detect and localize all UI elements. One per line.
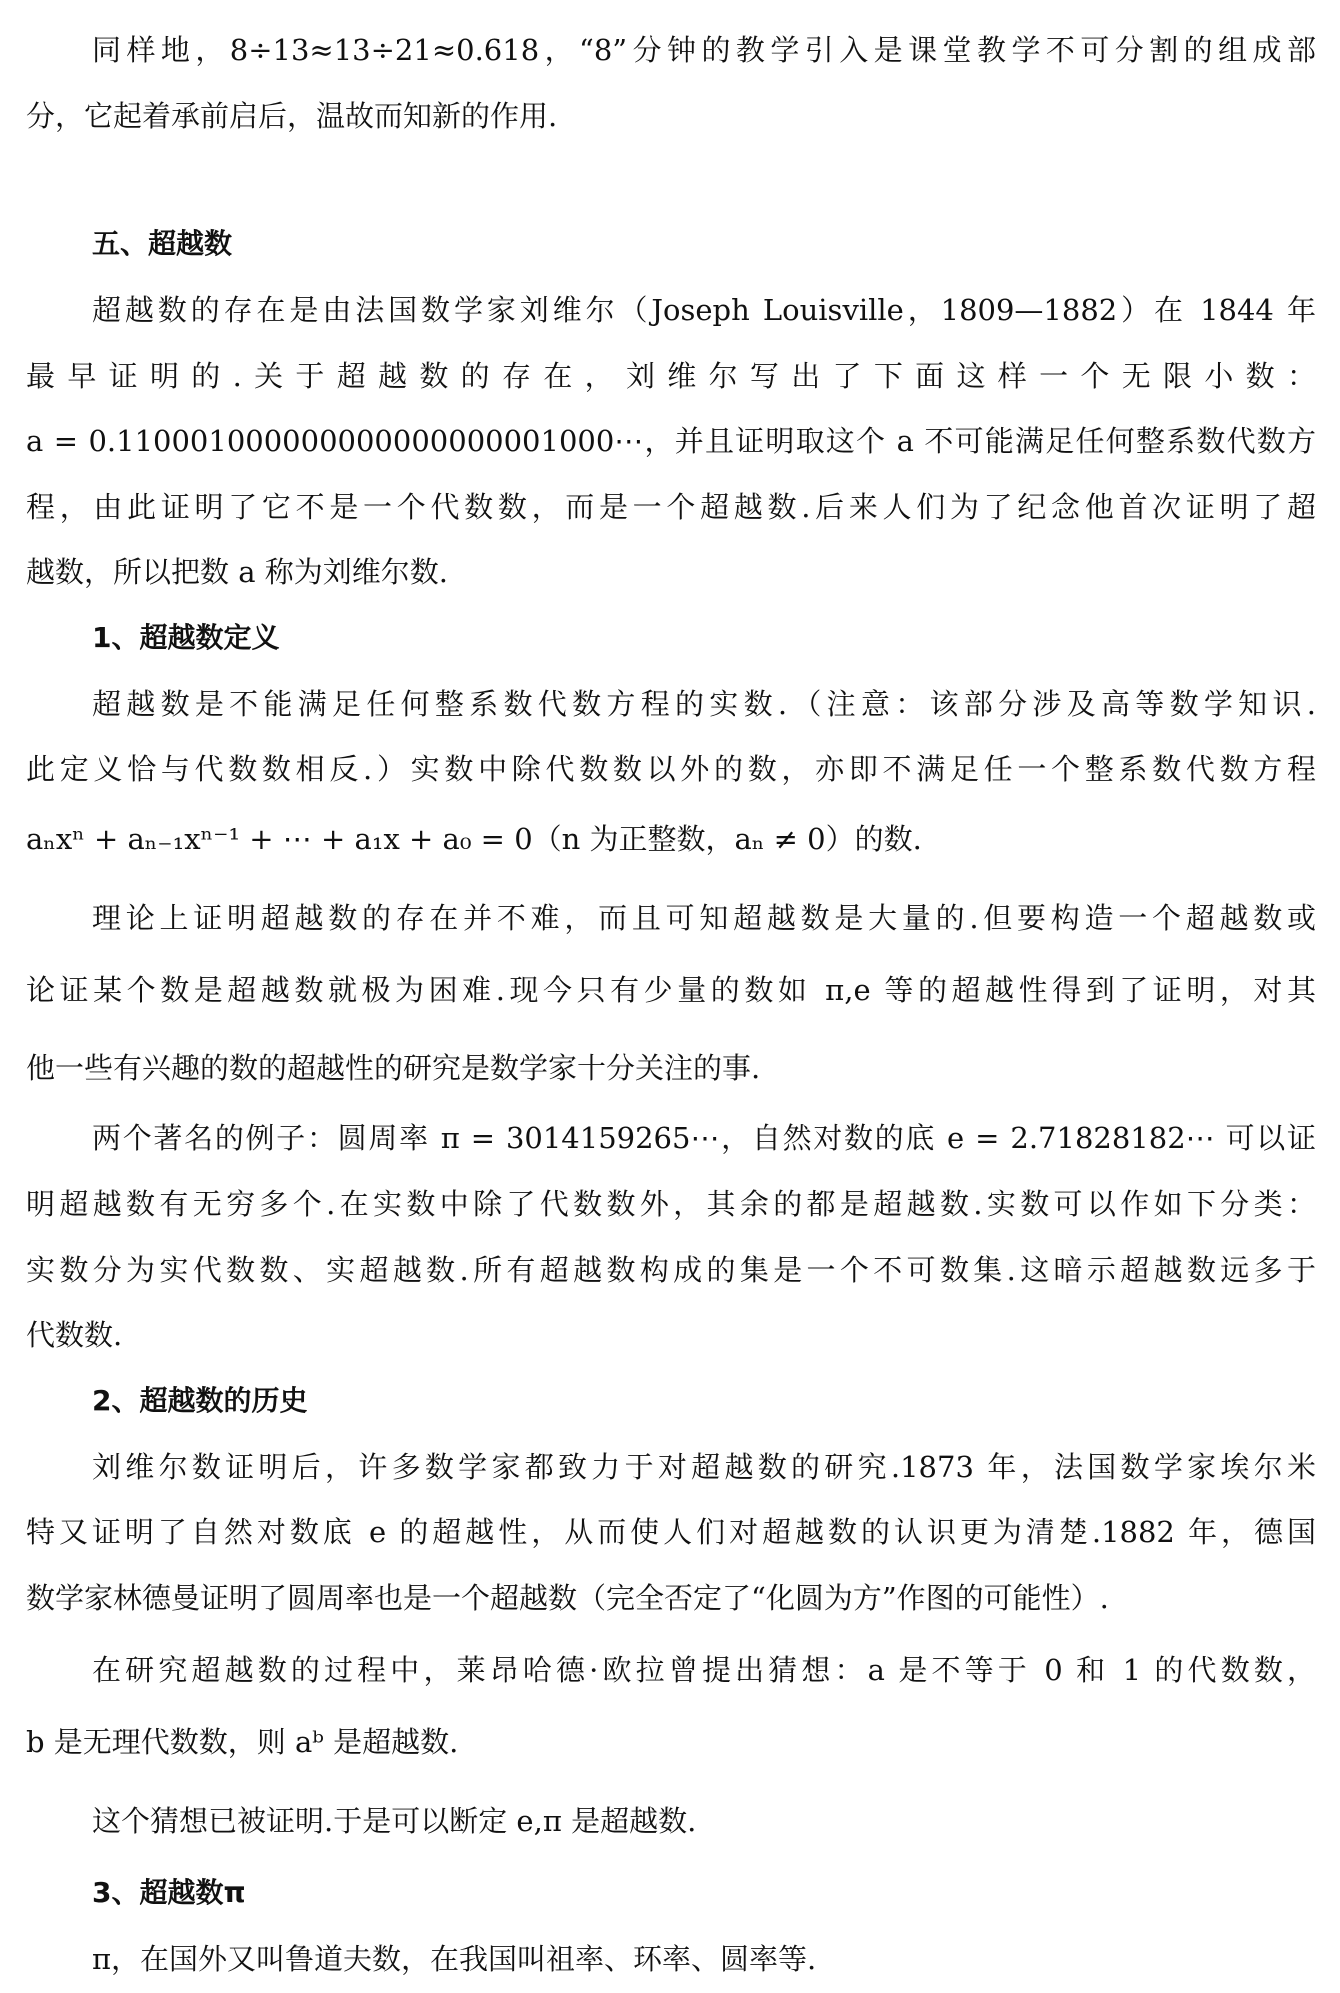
paragraph-conjecture-proved: 这个猜想已被证明.于是可以断定 e,π 是超越数. [92, 1804, 697, 1838]
paragraph-liouville-line-3: a = 0.110001000000000000000001000⋯，并且证明取这个 a 不可能满足任何整系数代数方 [26, 424, 1316, 458]
paragraph-pi-names: π，在国外又叫鲁道夫数，在我国叫祖率、环率、圆率等. [92, 1942, 817, 1976]
paragraph-existence-line-2: 论证某个数是超越数就极为困难.现今只有少量的数如 π,e 等的超越性得到了证明，对其 [26, 973, 1316, 1007]
paragraph-definition-line-1: 超越数是不能满足任何整系数代数方程的实数.（注意：该部分涉及高等数学知识. [92, 687, 1316, 721]
paragraph-liouville-line-5: 越数，所以把数 a 称为刘维尔数. [26, 555, 448, 589]
paragraph-existence-line-1: 理论上证明超越数的存在并不难，而且可知超越数是大量的.但要构造一个超越数或 [92, 901, 1316, 935]
paragraph-euler-conjecture-line-1: 在研究超越数的过程中，莱昂哈德·欧拉曾提出猜想：a 是不等于 0 和 1 的代数数， [92, 1653, 1316, 1687]
paragraph-liouville-line-4: 程，由此证明了它不是一个代数数，而是一个超越数.后来人们为了纪念他首次证明了超 [26, 490, 1316, 524]
paragraph-examples-line-1: 两个著名的例子：圆周率 π = 3014159265⋯，自然对数的底 e = 2.71828182⋯ 可以证 [92, 1121, 1316, 1155]
section-heading-transcendental: 五、超越数 [92, 227, 233, 260]
paragraph-definition-line-2: 此定义恰与代数数相反.）实数中除代数数以外的数，亦即不满足任一个整系数代数方程 [26, 752, 1316, 786]
paragraph-liouville-line-1: 超越数的存在是由法国数学家刘维尔（Joseph Louisville，1809—1882）在 1844 年 [92, 293, 1316, 327]
paragraph-history-line-1: 刘维尔数证明后，许多数学家都致力于对超越数的研究.1873 年，法国数学家埃尔米 [92, 1450, 1316, 1484]
paragraph-euler-conjecture-line-2: b 是无理代数数，则 aᵇ 是超越数. [26, 1725, 459, 1759]
paragraph-golden-ratio-line-2: 分，它起着承前启后，温故而知新的作用. [26, 99, 558, 133]
paragraph-examples-line-3: 实数分为实代数数、实超越数.所有超越数构成的集是一个不可数集.这暗示超越数远多于 [26, 1253, 1316, 1287]
paragraph-golden-ratio-line-1: 同样地，8÷13≈13÷21≈0.618，“8”分钟的教学引入是课堂教学不可分割的组成部 [92, 33, 1316, 67]
subheading-history: 2、超越数的历史 [92, 1384, 308, 1417]
subheading-definition: 1、超越数定义 [92, 621, 280, 654]
paragraph-definition-formula: aₙxⁿ + aₙ₋₁xⁿ⁻¹ + ⋯ + a₁x + a₀ = 0（n 为正整数，aₙ ≠ 0）的数. [26, 822, 922, 856]
subheading-pi: 3、超越数π [92, 1876, 246, 1909]
paragraph-history-line-2: 特又证明了自然对数底 e 的超越性，从而使人们对超越数的认识更为清楚.1882 年，德国 [26, 1515, 1316, 1549]
paragraph-examples-line-2: 明超越数有无穷多个.在实数中除了代数数外，其余的都是超越数.实数可以作如下分类： [26, 1187, 1316, 1221]
paragraph-history-line-3: 数学家林德曼证明了圆周率也是一个超越数（完全否定了“化圆为方”作图的可能性）. [26, 1581, 1109, 1615]
paragraph-liouville-line-2: 最早证明的.关于超越数的存在，刘维尔写出了下面这样一个无限小数： [26, 359, 1316, 393]
paragraph-examples-line-4: 代数数. [26, 1318, 123, 1352]
paragraph-existence-line-3: 他一些有兴趣的数的超越性的研究是数学家十分关注的事. [26, 1051, 761, 1085]
